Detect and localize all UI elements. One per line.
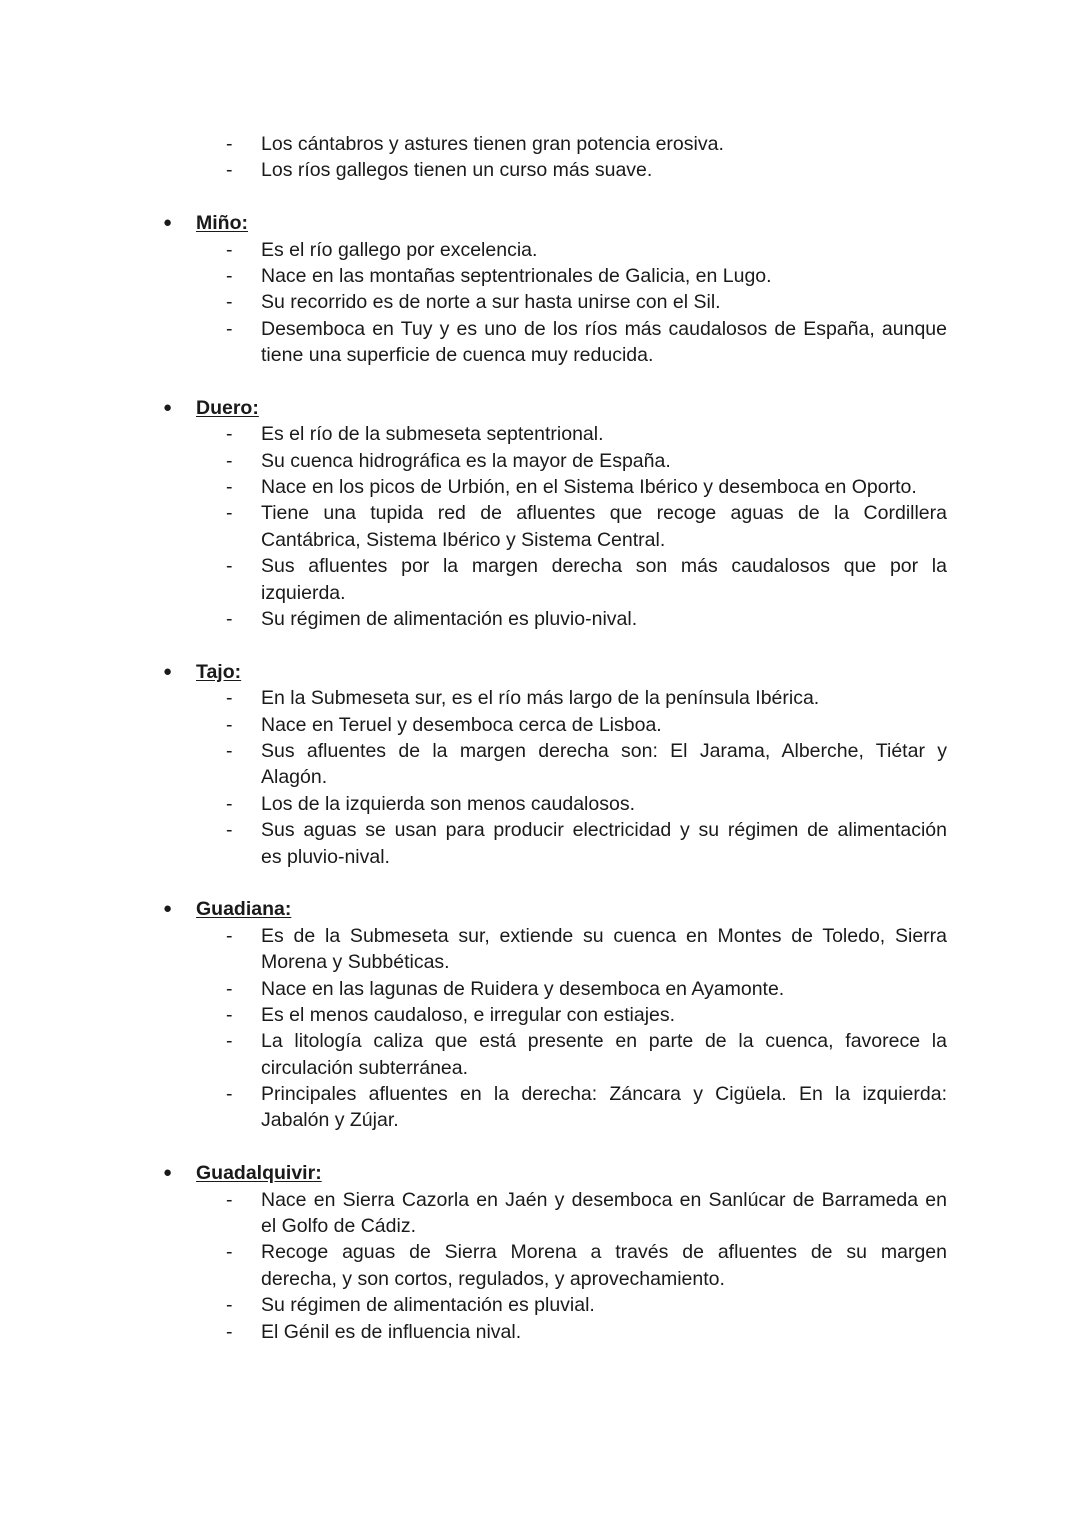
list-item: [0, 421, 1080, 447]
list-item-continuation: [0, 1107, 1080, 1133]
item-text: Su recorrido es de norte a sur hasta unirse con el Sil.: [261, 291, 721, 314]
bullet-icon: ●: [163, 900, 173, 918]
section-heading-row: [0, 1160, 1080, 1186]
item-text: Es el río de la submeseta septentrional.: [261, 423, 604, 446]
list-item: [0, 289, 1080, 315]
item-text: Es el menos caudaloso, e irregular con estiajes.: [261, 1003, 676, 1026]
item-text: Los ríos gallegos tienen un curso más suave.: [261, 159, 653, 182]
list-item: [0, 1292, 1080, 1318]
list-item: [0, 448, 1080, 474]
item-text: Sus aguas se usan para producir electricidad y su régimen de alimentación: [261, 819, 947, 842]
bullet-icon: ●: [163, 398, 173, 416]
dash-marker: -: [226, 238, 233, 261]
item-text: Nace en Teruel y desemboca cerca de Lisboa.: [261, 713, 662, 736]
section-spacer: [0, 369, 1080, 395]
list-item: [0, 263, 1080, 289]
intro-item: [0, 131, 1080, 157]
item-text: En la Submeseta sur, es el río más largo de la península Ibérica.: [261, 687, 820, 710]
item-text: Nace en los picos de Urbión, en el Sistema Ibérico y desemboca en Oporto.: [261, 476, 917, 499]
item-text: el Golfo de Cádiz.: [261, 1215, 417, 1238]
list-item: [0, 817, 1080, 843]
item-text: Recoge aguas de Sierra Morena a través de afluentes de su margen: [261, 1241, 947, 1264]
dash-marker: -: [226, 1030, 233, 1053]
intro-item: [0, 157, 1080, 183]
list-item: [0, 712, 1080, 738]
dash-marker: -: [226, 608, 233, 631]
section-heading: Duero:: [196, 396, 259, 419]
item-text: es pluvio-nival.: [261, 845, 390, 868]
dash-marker: -: [226, 1320, 233, 1343]
dash-marker: -: [226, 1083, 233, 1106]
list-item-continuation: [0, 527, 1080, 553]
dash-marker: -: [226, 555, 233, 578]
item-text: Nace en las montañas septentrionales de Galicia, en Lugo.: [261, 264, 772, 287]
section-heading: Tajo:: [196, 660, 242, 683]
item-text: Desemboca en Tuy y es uno de los ríos más caudalosos de España, aunque: [261, 317, 947, 340]
item-text: Su cuenca hidrográfica es la mayor de España.: [261, 449, 671, 472]
item-text: Los cántabros y astures tienen gran potencia erosiva.: [261, 133, 724, 155]
list-item: [0, 474, 1080, 500]
item-text: Los de la izquierda son menos caudalosos.: [261, 792, 635, 815]
item-text: Es de la Submeseta sur, extiende su cuenca en Montes de Toledo, Sierra: [261, 924, 947, 947]
list-item-continuation: [0, 1266, 1080, 1292]
list-item-continuation: [0, 1055, 1080, 1081]
list-item: [0, 738, 1080, 764]
dash-marker: -: [226, 476, 233, 499]
dash-marker: -: [226, 159, 233, 182]
section-spacer: [0, 870, 1080, 896]
list-item: [0, 1319, 1080, 1345]
section-heading: Guadalquivir:: [196, 1162, 322, 1185]
list-item: [0, 316, 1080, 342]
dash-marker: -: [226, 449, 233, 472]
dash-marker: -: [226, 133, 233, 155]
list-item: [0, 1002, 1080, 1028]
item-text: circulación subterránea.: [261, 1056, 469, 1079]
dash-marker: -: [226, 423, 233, 446]
section-heading-row: [0, 896, 1080, 922]
dash-marker: -: [226, 1294, 233, 1317]
bullet-icon: ●: [163, 214, 173, 232]
section-heading: Guadiana:: [196, 898, 292, 921]
list-item-continuation: [0, 342, 1080, 368]
list-item-continuation: [0, 580, 1080, 606]
item-text: Es el río gallego por excelencia.: [261, 238, 538, 261]
item-text: izquierda.: [261, 581, 346, 604]
list-item: [0, 500, 1080, 526]
item-text: Cantábrica, Sistema Ibérico y Sistema Central.: [261, 528, 666, 551]
section-heading: Miño:: [196, 212, 248, 235]
dash-marker: -: [226, 739, 233, 762]
item-text: Jabalón y Zújar.: [261, 1109, 399, 1132]
dash-marker: -: [226, 819, 233, 842]
list-item: [0, 1187, 1080, 1213]
list-item: [0, 1081, 1080, 1107]
dash-marker: -: [226, 502, 233, 525]
list-item: [0, 791, 1080, 817]
list-item-continuation: [0, 764, 1080, 790]
item-text: Alagón.: [261, 766, 328, 789]
list-item: [0, 923, 1080, 949]
bullet-icon: ●: [163, 662, 173, 680]
list-item: [0, 606, 1080, 632]
list-item: [0, 1239, 1080, 1265]
dash-marker: -: [226, 1188, 233, 1211]
list-item: [0, 685, 1080, 711]
item-text: tiene una superficie de cuenca muy reducida.: [261, 344, 654, 367]
list-item: [0, 553, 1080, 579]
dash-marker: -: [226, 687, 233, 710]
item-text: Sus afluentes de la margen derecha son: El Jarama, Alberche, Tiétar y: [261, 739, 947, 762]
item-text: Nace en Sierra Cazorla en Jaén y desemboca en Sanlúcar de Barrameda en: [261, 1188, 947, 1211]
section-heading-row: [0, 395, 1080, 421]
item-text: Tiene una tupida red de afluentes que recoge aguas de la Cordillera: [261, 502, 947, 525]
document-page: [0, 131, 1080, 1345]
dash-marker: -: [226, 317, 233, 340]
item-text: Principales afluentes en la derecha: Záncara y Cigüela. En la izquierda:: [261, 1083, 947, 1106]
list-item: [0, 237, 1080, 263]
item-text: Nace en las lagunas de Ruidera y desemboca en Ayamonte.: [261, 977, 785, 1000]
list-item-continuation: [0, 844, 1080, 870]
item-text: Su régimen de alimentación es pluvio-nival.: [261, 608, 638, 631]
dash-marker: -: [226, 924, 233, 947]
section-spacer: [0, 632, 1080, 658]
bullet-icon: ●: [163, 1164, 173, 1182]
section-spacer: [0, 184, 1080, 210]
list-item: [0, 1028, 1080, 1054]
item-text: El Génil es de influencia nival.: [261, 1320, 522, 1343]
section-spacer: [0, 1134, 1080, 1160]
item-text: Morena y Subbéticas.: [261, 951, 450, 974]
item-text: Sus afluentes por la margen derecha son más caudalosos que por la: [261, 555, 947, 578]
dash-marker: -: [226, 264, 233, 287]
dash-marker: -: [226, 977, 233, 1000]
list-item: [0, 976, 1080, 1002]
dash-marker: -: [226, 291, 233, 314]
section-heading-row: [0, 210, 1080, 236]
item-text: Su régimen de alimentación es pluvial.: [261, 1294, 595, 1317]
item-text: La litología caliza que está presente en parte de la cuenca, favorece la: [261, 1030, 947, 1053]
dash-marker: -: [226, 713, 233, 736]
dash-marker: -: [226, 792, 233, 815]
list-item-continuation: [0, 949, 1080, 975]
dash-marker: -: [226, 1241, 233, 1264]
list-item-continuation: [0, 1213, 1080, 1239]
section-heading-row: [0, 659, 1080, 685]
item-text: derecha, y son cortos, regulados, y aprovechamiento.: [261, 1267, 725, 1290]
dash-marker: -: [226, 1003, 233, 1026]
